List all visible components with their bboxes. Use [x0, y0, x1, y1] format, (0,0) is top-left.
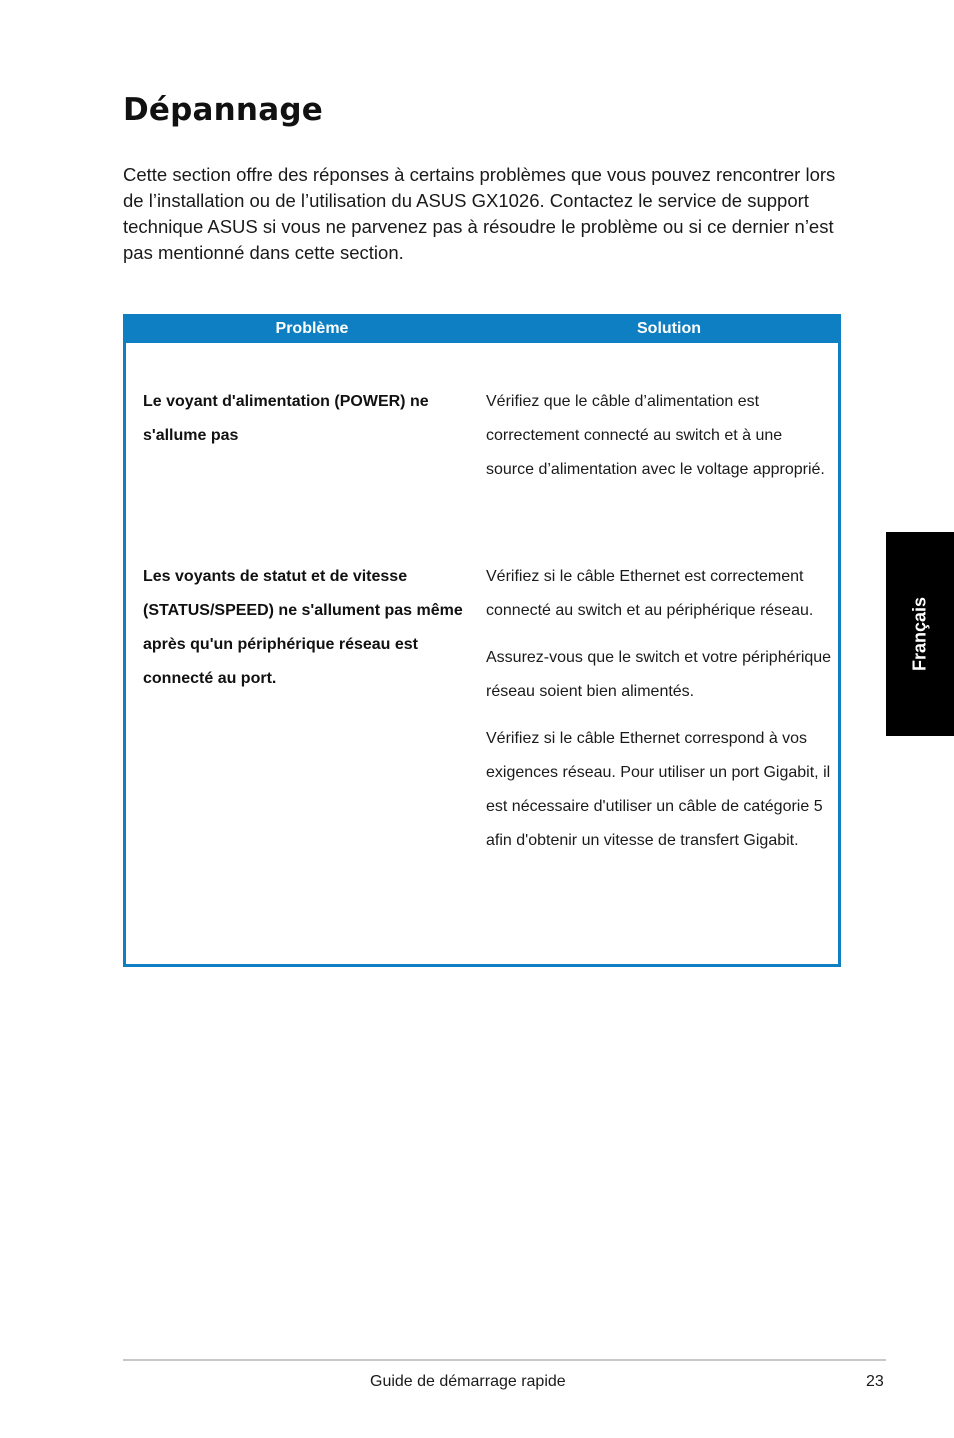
language-label: Français	[909, 596, 930, 672]
page-title: Dépannage	[123, 92, 323, 128]
table-header-row	[126, 314, 838, 343]
page-number: 23	[866, 1373, 884, 1390]
solution-text: Vérifiez que le câble d’alimentation est correctement connecté au switch et à une source d’alimentation avec le voltage approprié.	[486, 393, 825, 478]
header-problem: Problème	[275, 320, 349, 337]
troubleshooting-table	[123, 314, 841, 967]
problem-power-led: Le voyant d'alimentation (POWER) ne s'allume pas	[143, 393, 429, 444]
language-side-tab	[886, 532, 954, 736]
problem-status-speed-leds: Les voyants de statut et de vitesse (STATUS/SPEED) ne s'allument pas même après qu'un périphérique réseau est connecté au port.	[143, 568, 463, 687]
footer-guide-title: Guide de démarrage rapide	[370, 1373, 566, 1390]
solution-power-led	[486, 385, 834, 500]
solution-status-speed-leds	[486, 560, 834, 871]
solution-text: Vérifiez si le câble Ethernet correspond à vos exigences réseau. Pour utiliser un port Gigabit, il est nécessaire d'utiliser un câble de catégorie 5 afin d'obtenir un vitesse de transfert Gigabit.	[486, 730, 831, 849]
solution-text: Assurez-vous que le switch et votre périphérique réseau soient bien alimentés.	[486, 649, 832, 700]
footer-divider	[123, 1359, 886, 1361]
header-solution: Solution	[637, 320, 701, 337]
solution-text: Vérifiez si le câble Ethernet est correctement connecté au switch et au périphérique réseau.	[486, 568, 814, 619]
intro-paragraph: Cette section offre des réponses à certains problèmes que vous pouvez rencontrer lors de l’installation ou de l’utilisation du ASUS GX1026. Contactez le service de support technique ASUS si vous ne parvenez pas à résoudre le problème ou si ce dernier n’est pas mentionné dans cette section.	[123, 164, 836, 263]
